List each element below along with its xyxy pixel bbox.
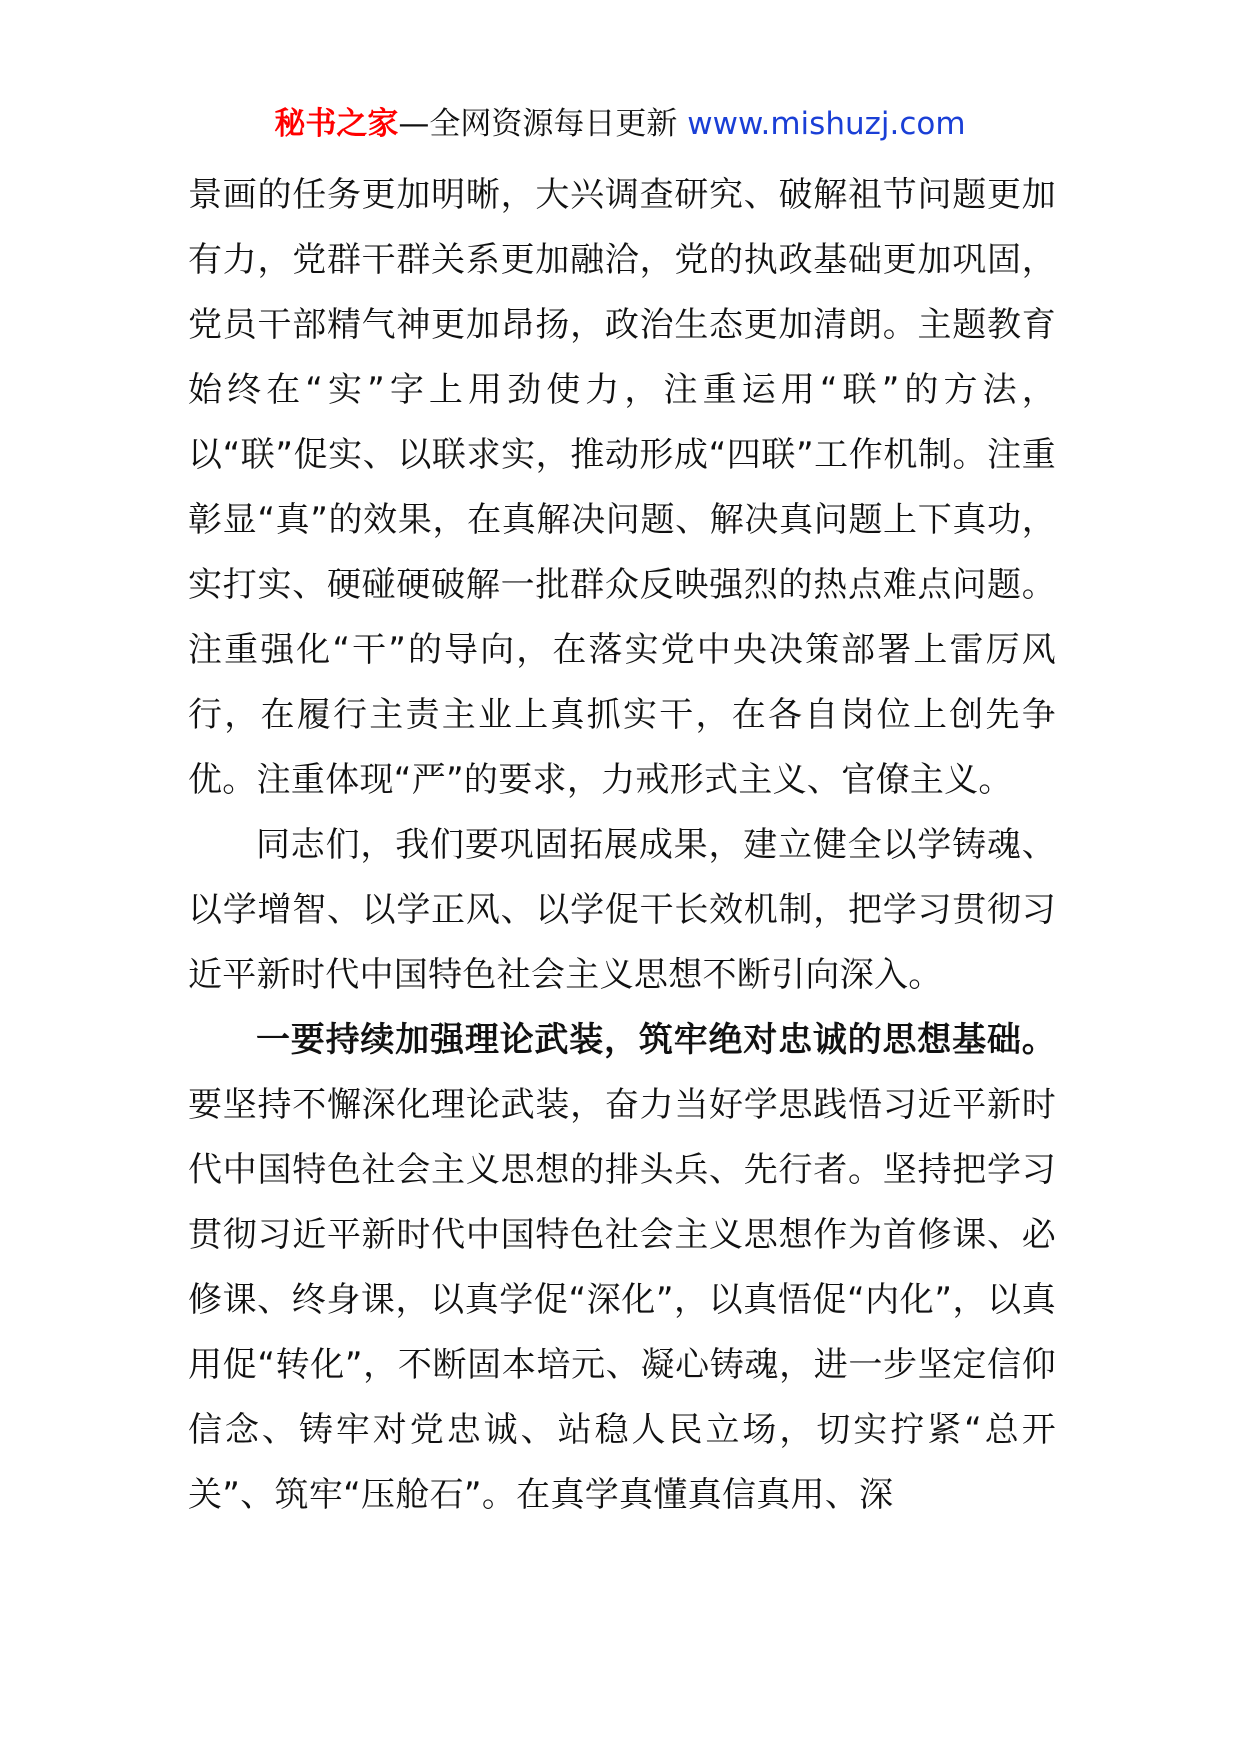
document-body [188, 163, 1056, 1528]
point-one-heading: 一要持续加强理论武装，筑牢绝对忠诚的思想基础。 [256, 1020, 1056, 1060]
brand-name: 秘书之家 [274, 106, 399, 142]
paragraph-continuation: 景画的任务更加明晰，大兴调查研究、破解祖节问题更加有力，党群干群关系更加融洽，党的执政基础更加巩固，党员干部精气神更加昂扬，政治生态更加清朗。主题教育始终在“实”字上用劲使力，注重运用“联”的方法，以“联”促实、以联求实，推动形成“四联”工作机制。注重彰显“真”的效果，在真解决问题、解决真问题上下真功，实打实、硬碰硬破解一批群众反映强烈的热点难点问题。注重强化“干”的导向，在落实党中央决策部署上雷厉风行，在履行主责主业上真抓实干，在各自岗位上创先争优。注重体现“严”的要求，力戒形式主义、官僚主义。 [188, 175, 1056, 800]
paragraph-point-one [188, 1008, 1056, 1528]
page-header [0, 102, 1240, 146]
point-one-body: 要坚持不懈深化理论武装，奋力当好学思践悟习近平新时代中国特色社会主义思想的排头兵、先行者。坚持把学习贯彻习近平新时代中国特色社会主义思想作为首修课、必修课、终身课，以真学促“深化”，以真悟促“内化”，以真用促“转化”，不断固本培元、凝心铸魂，进一步坚定信仰信念、铸牢对党忠诚、站稳人民立场，切实拧紧“总开关”、筑牢“压舱石”。在真学真懂真信真用、深 [188, 1085, 1056, 1515]
paragraph-comrades: 同志们，我们要巩固拓展成果，建立健全以学铸魂、以学增智、以学正风、以学促干长效机制，把学习贯彻习近平新时代中国特色社会主义思想不断引向深入。 [188, 825, 1056, 995]
site-url-link[interactable]: www.mishuzj.com [687, 106, 966, 142]
header-tagline: —全网资源每日更新 [398, 106, 678, 142]
